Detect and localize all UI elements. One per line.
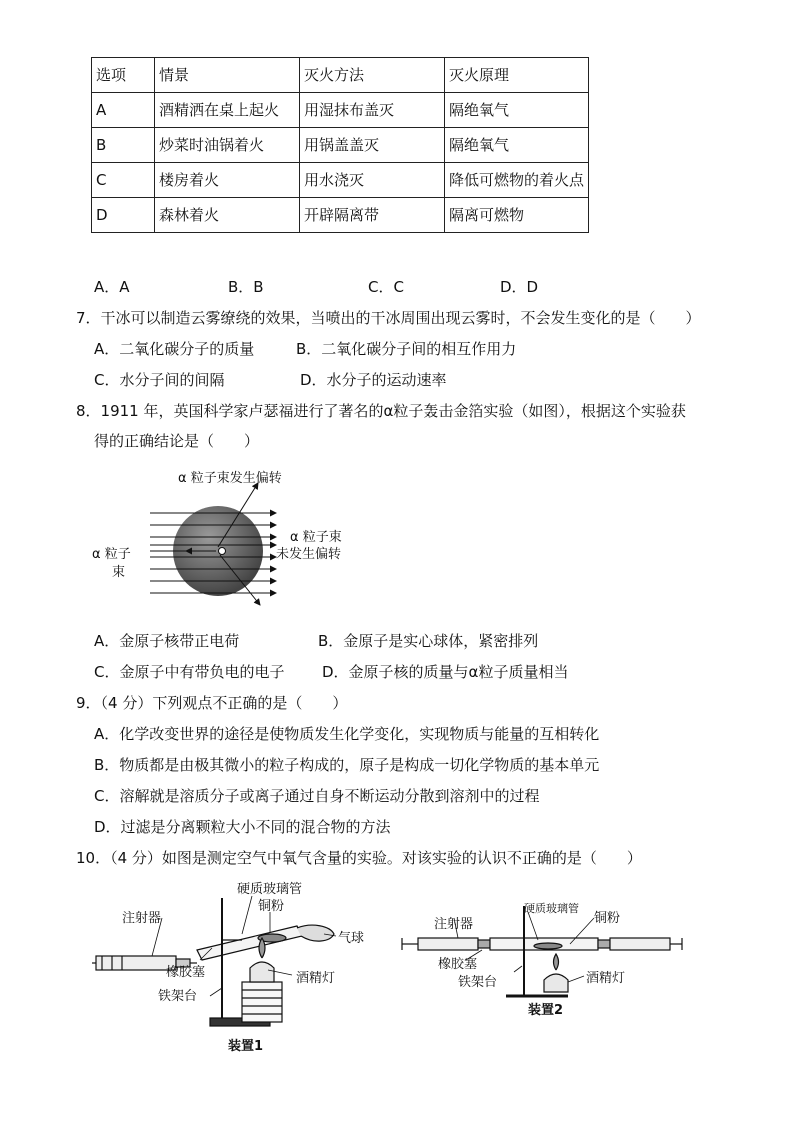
hard-glass-tube — [197, 926, 302, 960]
q9-option-c[interactable]: C．溶解就是溶质分子或离子通过自身不断运动分散到溶剂中的过程 — [94, 787, 540, 805]
q6-option-a[interactable]: A．A — [94, 278, 130, 296]
label-hard-glass-tube-2: 硬质玻璃管 — [524, 902, 579, 915]
label-hard-glass-tube-1: 硬质玻璃管 — [237, 882, 303, 897]
table-cell: 隔绝氧气 — [445, 128, 589, 163]
q9-option-d[interactable]: D．过滤是分离颗粒大小不同的混合物的方法 — [94, 818, 391, 836]
q6-option-c[interactable]: C．C — [368, 278, 404, 296]
q7-stem: 7．干冰可以制造云雾缭绕的效果，当喷出的干冰周围出现云雾时，不会发生变化的是（ ） — [76, 309, 701, 327]
label-alpha-beam-1: α 粒子 — [92, 547, 131, 562]
caption-device-2: 装置2 — [528, 1003, 564, 1018]
table-cell: B — [92, 128, 155, 163]
q8-stem-line2: 得的正确结论是（ ） — [94, 432, 260, 450]
table-row — [92, 163, 589, 198]
table-cell: 用水浇灭 — [300, 163, 445, 198]
q7-option-d[interactable]: D．水分子的运动速率 — [300, 371, 447, 389]
q8-option-d[interactable]: D．金原子核的质量与α粒子质量相当 — [322, 663, 569, 681]
table-cell: 降低可燃物的着火点 — [445, 163, 589, 198]
wooden-block — [242, 982, 282, 1022]
table-cell: 隔绝氧气 — [445, 93, 589, 128]
label-syringe-1: 注射器 — [122, 911, 162, 926]
table-header-cell: 灭火方法 — [300, 58, 445, 93]
q7-option-a[interactable]: A．二氧化碳分子的质量 — [94, 340, 255, 358]
q9-option-b[interactable]: B．物质都是由极其微小的粒子构成的，原子是构成一切化学物质的基本单元 — [94, 756, 600, 774]
label-alcohol-lamp-2: 酒精灯 — [586, 971, 626, 986]
table-cell: 炒菜时油锅着火 — [155, 128, 300, 163]
label-undeflected-1: α 粒子束 — [290, 530, 342, 545]
q8-option-a[interactable]: A．金原子核带正电荷 — [94, 632, 240, 650]
syringe-right — [610, 938, 670, 950]
table-row — [92, 93, 589, 128]
table-cell: 隔离可燃物 — [445, 198, 589, 233]
q8-option-b[interactable]: B．金原子是实心球体，紧密排列 — [318, 632, 539, 650]
syringe-left — [418, 938, 478, 950]
label-alcohol-lamp-1: 酒精灯 — [296, 971, 336, 986]
q9-stem: 9．（4 分）下列观点不正确的是（ ） — [76, 694, 348, 712]
label-undeflected-2: 未发生偏转 — [276, 547, 342, 562]
table-cell: 开辟隔离带 — [300, 198, 445, 233]
table-header-row — [92, 58, 589, 93]
q10-stem: 10．（4 分）如图是测定空气中氧气含量的实验。对该实验的认识不正确的是（ ） — [76, 849, 642, 867]
label-rubber-stopper-1: 橡胶塞 — [166, 965, 206, 980]
table-row — [92, 198, 589, 233]
q7-option-c[interactable]: C．水分子间的间隔 — [94, 371, 225, 389]
table-cell: 森林着火 — [155, 198, 300, 233]
label-iron-stand-2: 铁架台 — [458, 975, 498, 990]
q7-option-b[interactable]: B．二氧化碳分子间的相互作用力 — [296, 340, 517, 358]
table-cell: C — [92, 163, 155, 198]
table-row — [92, 128, 589, 163]
apparatus-device-1 — [92, 878, 382, 1056]
table-cell: 用锅盖盖灭 — [300, 128, 445, 163]
table-header-cell: 灭火原理 — [445, 58, 589, 93]
label-syringe-2: 注射器 — [434, 917, 474, 932]
label-balloon-1: 气球 — [338, 931, 365, 946]
q8-stem-line1: 8．1911 年，英国科学家卢瑟福进行了著名的α粒子轰击金箔实验（如图），根据这个实验获 — [76, 402, 686, 420]
label-deflected: α 粒子束发生偏转 — [178, 471, 282, 486]
syringe-barrel — [96, 956, 176, 970]
table-cell: A — [92, 93, 155, 128]
alpha-scattering-figure — [90, 465, 370, 615]
table-cell: 用湿抹布盖灭 — [300, 93, 445, 128]
label-iron-stand-1: 铁架台 — [158, 989, 198, 1004]
label-copper-powder-1: 铜粉 — [258, 899, 285, 914]
table-header-cell: 选项 — [92, 58, 155, 93]
label-copper-powder-2: 铜粉 — [594, 911, 621, 926]
table-cell: 楼房着火 — [155, 163, 300, 198]
q9-option-a[interactable]: A．化学改变世界的途径是使物质发生化学变化，实现物质与能量的互相转化 — [94, 725, 600, 743]
label-alpha-beam-2: 束 — [112, 565, 126, 580]
balloon — [297, 925, 334, 941]
table-cell: D — [92, 198, 155, 233]
fire-extinguishing-table — [91, 57, 589, 233]
copper-powder-2 — [534, 943, 562, 949]
table-header-cell: 情景 — [155, 58, 300, 93]
alcohol-lamp — [250, 962, 274, 982]
q8-option-c[interactable]: C．金原子中有带负电的电子 — [94, 663, 285, 681]
apparatus-device-2 — [398, 896, 688, 1020]
caption-device-1: 装置1 — [228, 1039, 264, 1054]
q6-option-b[interactable]: B．B — [228, 278, 264, 296]
q6-option-d[interactable]: D．D — [500, 278, 539, 296]
alcohol-lamp-2 — [544, 974, 568, 992]
label-rubber-stopper-2: 橡胶塞 — [438, 957, 478, 972]
table-cell: 酒精洒在桌上起火 — [155, 93, 300, 128]
gold-nucleus — [219, 548, 226, 555]
